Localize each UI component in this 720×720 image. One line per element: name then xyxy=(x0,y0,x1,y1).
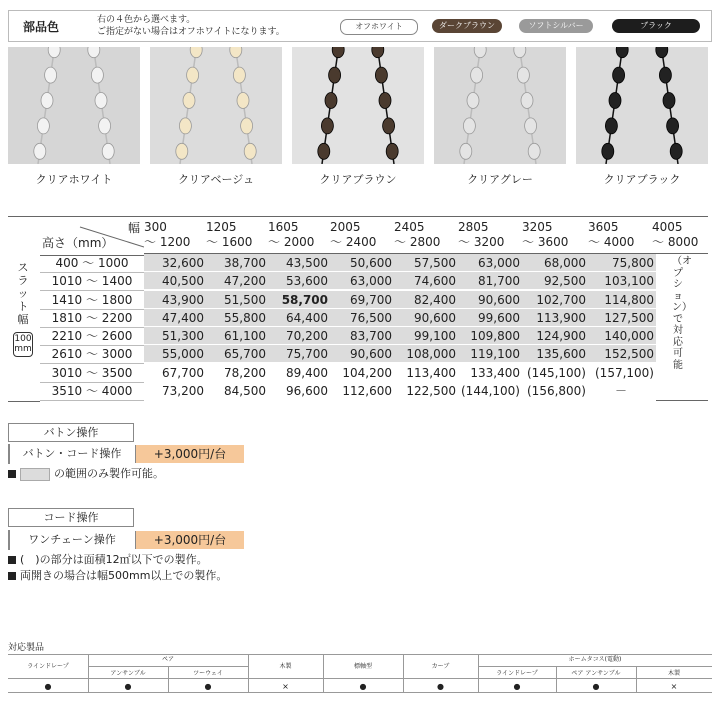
compat-mark: ● xyxy=(592,682,600,691)
chain-bead xyxy=(463,118,475,134)
chain-illustration xyxy=(434,47,566,164)
width-col-header xyxy=(522,216,588,254)
photo-background xyxy=(150,47,282,164)
table-rule xyxy=(8,692,712,693)
price-cell: 51,300 xyxy=(144,327,206,345)
chain-bead xyxy=(95,93,107,109)
price-cell: 99,100 xyxy=(394,327,458,345)
height-header: 高さ（mm） xyxy=(42,236,114,250)
width-col-header xyxy=(268,216,330,254)
chain-bead xyxy=(375,67,387,83)
compat-mark: ● xyxy=(359,682,367,691)
cord-note-area: ( )の部分は面積12㎡以下での製作。 xyxy=(8,553,208,567)
chain-bead xyxy=(609,93,621,109)
chain-bead xyxy=(241,118,253,134)
price-cell: 58,700 xyxy=(268,291,330,309)
chain-illustration xyxy=(292,47,424,164)
width-col-header xyxy=(144,216,206,254)
price-cell: 40,500 xyxy=(144,272,206,290)
price-cell: 90,600 xyxy=(394,309,458,327)
price-cell: 69,700 xyxy=(330,291,394,309)
compat-title: 対応製品 xyxy=(8,643,45,653)
price-cell: 43,500 xyxy=(268,254,330,272)
price-cell: 122,500 xyxy=(394,382,458,400)
price-cell: 65,700 xyxy=(206,345,268,363)
cord-option-price: +3,000円/台 xyxy=(136,531,244,549)
bullet-square-icon xyxy=(8,556,16,564)
price-cell: 75,700 xyxy=(268,345,330,363)
chain-illustration xyxy=(150,47,282,164)
width-col-from: 4005 xyxy=(652,220,683,234)
width-col-from: 300 xyxy=(144,220,167,234)
compat-header: 木製 xyxy=(667,670,680,677)
part-color-note: 右の４色から選べます。 ご指定がない場合はオフホワイトになります。 xyxy=(97,15,285,37)
cord-section-title: コード操作 xyxy=(8,508,134,527)
caption-clear-beige: クリアベージュ xyxy=(177,173,255,186)
price-cell: 135,600 xyxy=(522,345,588,363)
price-cell: 47,200 xyxy=(206,272,268,290)
price-cell: 57,500 xyxy=(394,254,458,272)
chain-bead xyxy=(45,67,57,83)
price-cell: 53,600 xyxy=(268,272,330,290)
width-col-header xyxy=(206,216,268,254)
chain-bead xyxy=(34,143,46,159)
chip-soft-silver[interactable]: ソフトシルバー xyxy=(519,19,593,33)
height-row-label: 1410 ～ 1800 xyxy=(40,291,144,310)
price-cell: 103,100 xyxy=(588,272,656,290)
compat-header: ペア アンサンブル xyxy=(571,670,621,677)
price-cell: 50,600 xyxy=(330,254,394,272)
compat-header: ツーウェイ xyxy=(193,670,223,677)
bullet-square-icon xyxy=(8,572,16,580)
compat-mark: ● xyxy=(513,682,521,691)
height-row-label: 3010 ～ 3500 xyxy=(40,364,144,383)
chain-bead xyxy=(325,93,337,109)
price-cell: 67,700 xyxy=(144,364,206,382)
chain-bead xyxy=(244,143,256,159)
chain-bead xyxy=(329,67,341,83)
price-cell: 38,700 xyxy=(206,254,268,272)
chain-bead xyxy=(467,93,479,109)
price-cell: 102,700 xyxy=(522,291,588,309)
price-cell: 113,400 xyxy=(394,364,458,382)
chain-bead xyxy=(187,67,199,83)
price-cell: 32,600 xyxy=(144,254,206,272)
compat-mark: ● xyxy=(204,682,212,691)
width-col-from: 1605 xyxy=(268,220,299,234)
compat-mark: × xyxy=(670,682,678,691)
width-col-from: 3605 xyxy=(588,220,619,234)
width-col-to: ～ 4000 xyxy=(588,235,635,249)
width-col-header xyxy=(458,216,522,254)
price-cell: 99,600 xyxy=(458,309,522,327)
option-note: （オプション）で対応可能 xyxy=(672,256,692,371)
compat-mark: × xyxy=(282,682,289,691)
slat-width-column xyxy=(8,216,40,402)
chain-bead xyxy=(663,93,675,109)
photo-background xyxy=(8,47,140,164)
price-cell: 89,400 xyxy=(268,364,330,382)
price-cell: 51,500 xyxy=(206,291,268,309)
caption-clear-gray: クリアグレー xyxy=(467,173,533,186)
chain-bead xyxy=(670,143,682,159)
price-cell: 124,900 xyxy=(522,327,588,345)
table-corner-header xyxy=(40,216,144,256)
chain-bead xyxy=(605,118,617,134)
price-cell: (157,100) xyxy=(588,364,656,382)
caption-clear-white: クリアホワイト xyxy=(35,173,113,186)
price-cell: 133,400 xyxy=(458,364,522,382)
price-cell: 76,500 xyxy=(330,309,394,327)
price-cell: 119,100 xyxy=(458,345,522,363)
caption-clear-black: クリアブラック xyxy=(603,173,681,186)
compat-mark: ● xyxy=(44,682,52,691)
chain-bead xyxy=(321,118,333,134)
price-cell: 61,100 xyxy=(206,327,268,345)
height-row-label: 2610 ～ 3000 xyxy=(40,345,144,364)
cord-option-name: ワンチェーン操作 xyxy=(9,531,136,549)
chain-bead xyxy=(659,67,671,83)
chain-illustration xyxy=(8,47,140,164)
chip-off-white[interactable]: オフホワイト xyxy=(340,19,418,35)
height-row-label: 1010 ～ 1400 xyxy=(40,272,144,291)
chain-bead xyxy=(386,143,398,159)
chain-bead xyxy=(91,67,103,83)
price-cell: 63,000 xyxy=(330,272,394,290)
price-cell: 55,800 xyxy=(206,309,268,327)
table-rule xyxy=(478,666,712,667)
chain-bead xyxy=(613,67,625,83)
chip-dark-brown[interactable]: ダークブラウン xyxy=(432,19,502,33)
option-note-column xyxy=(656,254,708,401)
bullet-square-icon xyxy=(8,470,16,478)
price-cell: 75,800 xyxy=(588,254,656,272)
compat-header: アンサンブル xyxy=(110,670,146,677)
compat-mark: ● xyxy=(124,682,132,691)
cord-note-width: 両開きの場合は幅500mm以上での製作。 xyxy=(8,569,227,583)
chain-bead xyxy=(517,67,529,83)
part-color-label: 部品色 xyxy=(23,20,60,34)
photo-background xyxy=(576,47,708,164)
price-cell: 73,200 xyxy=(144,382,206,400)
slat-width-label: スラット幅 xyxy=(17,261,29,326)
chain-bead xyxy=(379,93,391,109)
width-col-to: ～ 1600 xyxy=(206,235,253,249)
price-cell: 90,600 xyxy=(330,345,394,363)
compat-mark: ● xyxy=(437,682,444,691)
height-row-label: 400 ～ 1000 xyxy=(40,254,144,273)
baton-section-title: バトン操作 xyxy=(8,423,134,442)
photo-background xyxy=(434,47,566,164)
chain-bead xyxy=(602,143,614,159)
price-cell: 78,200 xyxy=(206,364,268,382)
caption-clear-brown: クリアブラウン xyxy=(319,173,397,186)
price-cell: (145,100) xyxy=(522,364,588,382)
height-row-label: 2210 ～ 2600 xyxy=(40,327,144,346)
price-cell: 74,600 xyxy=(394,272,458,290)
slat-size-badge: 100 mm xyxy=(13,332,33,357)
chain-bead xyxy=(667,118,679,134)
price-cell: 152,500 xyxy=(588,345,656,363)
compat-header: ラインドレープ xyxy=(496,670,538,677)
compat-header: 標軸型 xyxy=(353,663,372,670)
price-cell: 113,900 xyxy=(522,309,588,327)
price-cell: 104,200 xyxy=(330,364,394,382)
chain-bead xyxy=(383,118,395,134)
width-col-from: 2405 xyxy=(394,220,425,234)
chain-bead xyxy=(179,118,191,134)
price-cell: 112,600 xyxy=(330,382,394,400)
price-cell: － xyxy=(588,382,656,400)
chain-bead xyxy=(233,67,245,83)
width-col-to: ～ 3200 xyxy=(458,235,505,249)
baton-option-price: +3,000円/台 xyxy=(136,445,244,463)
price-cell: (156,800) xyxy=(522,382,588,400)
price-cell: 83,700 xyxy=(330,327,394,345)
baton-option-row[interactable] xyxy=(8,444,227,464)
chain-bead xyxy=(102,143,114,159)
chain-bead xyxy=(521,93,533,109)
price-cell: (144,100) xyxy=(458,382,522,400)
chain-bead xyxy=(37,118,49,134)
price-cell: 63,000 xyxy=(458,254,522,272)
compat-header: ホームタコス(電動) xyxy=(568,656,622,663)
height-row-label: 1810 ～ 2200 xyxy=(40,309,144,328)
width-col-to: ～ 2800 xyxy=(394,235,441,249)
chain-bead xyxy=(41,93,53,109)
width-col-from: 2805 xyxy=(458,220,489,234)
chain-bead xyxy=(176,143,188,159)
chain-bead xyxy=(237,93,249,109)
chain-photo-clear-gray xyxy=(434,47,566,164)
width-col-header xyxy=(394,216,458,254)
photo-background xyxy=(292,47,424,164)
chain-illustration xyxy=(576,47,708,164)
price-cell: 81,700 xyxy=(458,272,522,290)
gray-range-swatch xyxy=(20,468,50,481)
price-cell: 70,200 xyxy=(268,327,330,345)
chain-bead xyxy=(183,93,195,109)
compat-header: ペア xyxy=(161,656,174,663)
price-cell: 108,000 xyxy=(394,345,458,363)
price-cell: 109,800 xyxy=(458,327,522,345)
width-col-header xyxy=(330,216,394,254)
width-col-from: 1205 xyxy=(206,220,237,234)
chip-black[interactable]: ブラック xyxy=(612,19,700,33)
price-cell: 92,500 xyxy=(522,272,588,290)
price-cell: 68,000 xyxy=(522,254,588,272)
chain-photo-clear-brown xyxy=(292,47,424,164)
width-col-header xyxy=(588,216,656,254)
chain-bead xyxy=(318,143,330,159)
compat-header: カーブ xyxy=(431,663,450,670)
price-cell: 55,000 xyxy=(144,345,206,363)
price-cell: 96,600 xyxy=(268,382,330,400)
compat-table xyxy=(8,654,712,694)
compat-header: 木製 xyxy=(279,663,292,670)
width-col-header xyxy=(652,216,708,254)
cord-option-row[interactable] xyxy=(8,530,227,550)
price-table xyxy=(8,216,708,400)
chain-bead xyxy=(528,143,540,159)
chain-bead xyxy=(471,67,483,83)
chain-photo-clear-white xyxy=(8,47,140,164)
compat-header: ラインドレープ xyxy=(27,663,69,670)
price-cell: 43,900 xyxy=(144,291,206,309)
price-cell: 127,500 xyxy=(588,309,656,327)
chain-bead xyxy=(99,118,111,134)
width-col-to: ～ 2400 xyxy=(330,235,377,249)
price-cell: 90,600 xyxy=(458,291,522,309)
price-cell: 140,000 xyxy=(588,327,656,345)
width-col-to: ～ 3600 xyxy=(522,235,569,249)
price-cell: 84,500 xyxy=(206,382,268,400)
width-col-to: ～ 1200 xyxy=(144,235,191,249)
chain-bead xyxy=(460,143,472,159)
baton-note: の範囲のみ製作可能。 xyxy=(8,467,164,481)
baton-option-name: バトン・コード操作 xyxy=(9,445,136,463)
width-col-from: 2005 xyxy=(330,220,361,234)
price-cell: 64,400 xyxy=(268,309,330,327)
chain-bead xyxy=(525,118,537,134)
width-col-to: ～ 8000 xyxy=(652,235,699,249)
width-col-to: ～ 2000 xyxy=(268,235,315,249)
width-col-from: 3205 xyxy=(522,220,553,234)
chain-photo-clear-beige xyxy=(150,47,282,164)
price-cell: 82,400 xyxy=(394,291,458,309)
chain-photo-clear-black xyxy=(576,47,708,164)
width-header: 幅 xyxy=(127,221,140,235)
height-row-label: 3510 ～ 4000 xyxy=(40,382,144,401)
part-color-bar xyxy=(8,10,712,42)
price-cell: 114,800 xyxy=(588,291,656,309)
price-cell: 47,400 xyxy=(144,309,206,327)
